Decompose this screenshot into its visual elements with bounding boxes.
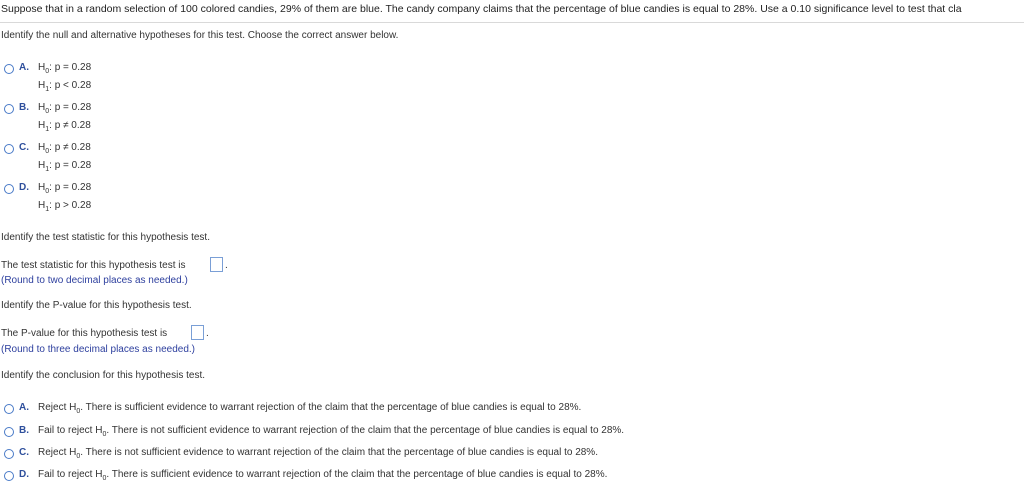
q1-option-d-h0: $H_0$: p = 0.28 [38,182,92,195]
q2-answer-suffix: . [225,260,228,271]
q4-option-a-text: Reject $H_0$. There is sufficient evidence to warrant rejection of the claim that the percentage of blue candies is equal to 28%. [38,402,582,415]
q4-option-b-text: Fail to reject $H_0$. There is not sufficient evidence to warrant rejection of the claim that the percentage of blue candies is equal to 28%. [38,425,625,438]
q1-option-b-radio[interactable] [4,104,14,114]
q2-rounding-note: (Round to two decimal places as needed.) [1,275,188,286]
q1-option-c-letter: C. [19,142,29,153]
test-statistic-input[interactable] [210,257,223,272]
q4-option-c-text: Reject $H_0$. There is not sufficient evidence to warrant rejection of the claim that the percentage of blue candies is equal to 28%. [38,447,598,460]
divider [0,22,1024,23]
q3-answer-suffix: . [206,328,209,339]
q1-option-c-h1: $H_1$: p = 0.28 [38,160,92,173]
q4-prompt: Identify the conclusion for this hypothesis test. [1,370,205,381]
q4-option-c-letter: C. [19,447,29,458]
q4-option-a-radio[interactable] [4,404,14,414]
q4-option-a-letter: A. [19,402,29,413]
q4-option-d-radio[interactable] [4,471,14,481]
q1-option-c-radio[interactable] [4,144,14,154]
q1-option-b-h0: $H_0$: p = 0.28 [38,102,92,115]
q3-prompt: Identify the P-value for this hypothesis test. [1,300,192,311]
q1-option-a-h1: $H_1$: p < 0.28 [38,80,92,93]
q1-option-c-h0: $H_0$: p ≠ 0.28 [38,142,91,155]
q1-option-a-h0: $H_0$: p = 0.28 [38,62,92,75]
q2-answer-line: The test statistic for this hypothesis test is [1,260,186,271]
q1-prompt: Identify the null and alternative hypotheses for this test. Choose the correct answer below. [1,30,399,41]
q3-rounding-note: (Round to three decimal places as needed.) [1,344,196,355]
q4-option-d-text: Fail to reject $H_0$. There is sufficient evidence to warrant rejection of the claim that the percentage of blue candies is equal to 28%. [38,469,608,482]
q1-option-d-h1: $H_1$: p > 0.28 [38,200,92,213]
problem-statement: Suppose that in a random selection of 100 colored candies, 29% of them are blue. The candy company claims that the percentage of blue candies is equal to 28%. Use a 0.10 significance level to test that cla [1,3,962,15]
q4-option-c-radio[interactable] [4,449,14,459]
q1-option-d-letter: D. [19,182,29,193]
q3-answer-line: The P-value for this hypothesis test is [1,328,168,339]
q1-option-d-radio[interactable] [4,184,14,194]
q1-option-a-letter: A. [19,62,29,73]
q1-option-b-letter: B. [19,102,29,113]
q1-option-b-h1: $H_1$: p ≠ 0.28 [38,120,91,133]
q4-option-b-letter: B. [19,425,29,436]
q2-prompt: Identify the test statistic for this hypothesis test. [1,232,210,243]
q4-option-b-radio[interactable] [4,427,14,437]
p-value-input[interactable] [191,325,204,340]
q1-option-a-radio[interactable] [4,64,14,74]
q4-option-d-letter: D. [19,469,29,480]
